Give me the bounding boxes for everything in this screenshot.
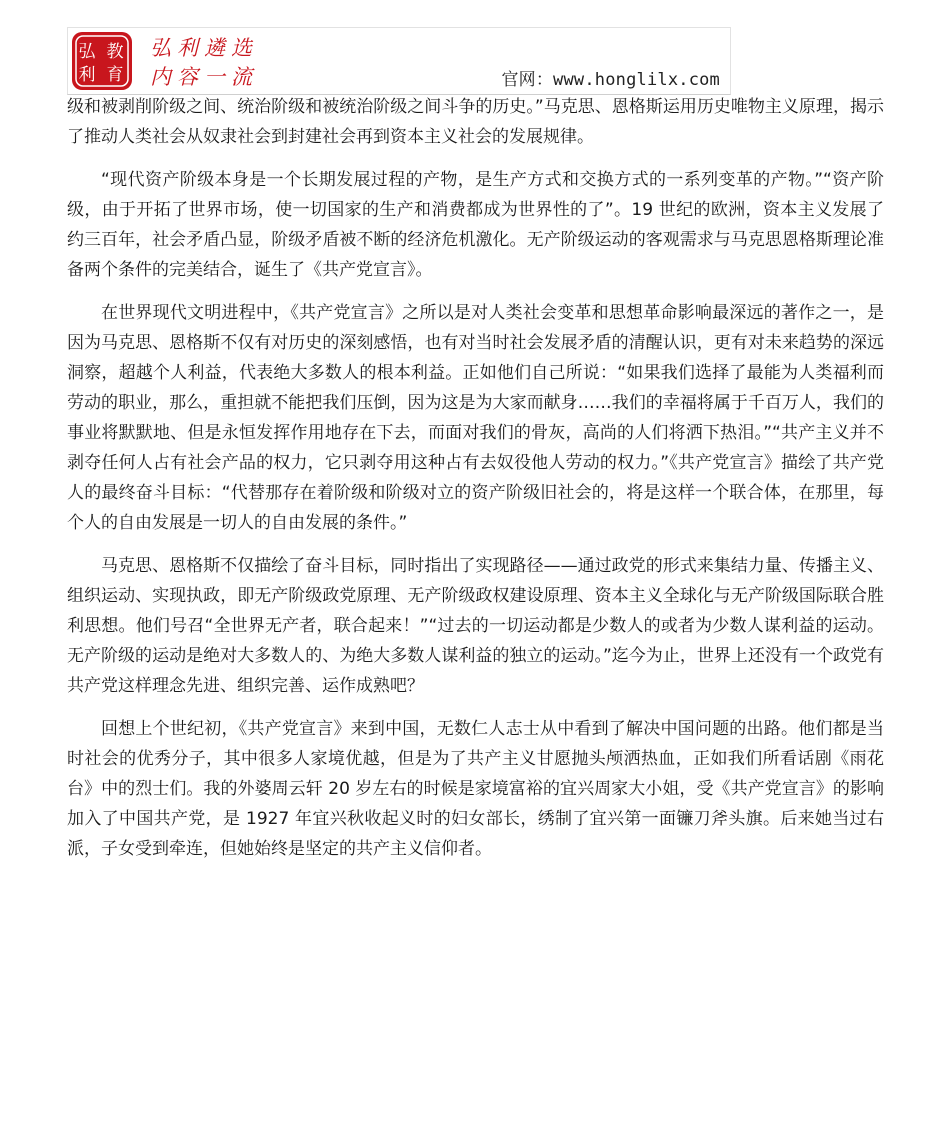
slogan-line: 弘利遴选 — [150, 36, 258, 60]
paragraph: “现代资产阶级本身是一个长期发展过程的产物，是生产方式和交换方式的一系列变革的产物。”“资产阶级，由于开拓了世界市场，使一切国家的生产和消费都成为世界性的了”。19 世纪的欧洲，资本主义发展了约三百年，社会矛盾凸显，阶级矛盾被不断的经济危机激化。无产阶级运动的客观需求与马克思恩格斯理论准备两个条件的完美结合，诞生了《共产党宣言》。 — [67, 170, 884, 280]
logo-char: 教 — [106, 42, 124, 62]
paragraph: 级和被剥削阶级之间、统治阶级和被统治阶级之间斗争的历史。”马克思、恩格斯运用历史唯物主义原理，揭示了推动人类社会从奴隶社会到封建社会再到资本主义社会的发展规律。 — [67, 97, 884, 147]
brand-logo — [71, 31, 133, 91]
paragraph: 回想上个世纪初，《共产党宣言》来到中国，无数仁人志士从中看到了解决中国问题的出路。他们都是当时社会的优秀分子，其中很多人家境优越，但是为了共产主义甘愿抛头颅洒热血，正如我们所看话剧《雨花台》中的烈士们。我的外婆周云轩 20 岁左右的时候是家境富裕的宜兴周家大小姐，受《共产党宣言》的影响加入了中国共产党，是 1927 年宜兴秋收起义时的妇女部长，绣制了宜兴第一面镰刀斧头旗。后来她当过右派，子女受到牵连，但她始终是坚定的共产主义信仰者。 — [67, 719, 884, 859]
paragraph: 马克思、恩格斯不仅描绘了奋斗目标，同时指出了实现路径——通过政党的形式来集结力量、传播主义、组织运动、实现执政，即无产阶级政党原理、无产阶级政权建设原理、资本主义全球化与无产阶级国际联合胜利思想。他们号召“全世界无产者，联合起来！”“过去的一切运动都是少数人的或者为少数人谋利益的运动。无产阶级的运动是绝对大多数人的、为绝大多数人谋利益的独立的运动。”迄今为止，世界上还没有一个政党有共产党这样理念先进、组织完善、运作成熟吧？ — [67, 556, 884, 696]
article-body — [67, 92, 884, 877]
logo-char: 弘 — [78, 42, 96, 62]
slogan-line: 内容一流 — [150, 65, 258, 89]
logo-char: 利 — [78, 65, 96, 85]
website-url[interactable]: 官网：www.honglilx.com — [501, 70, 720, 90]
logo-char: 育 — [106, 65, 124, 85]
paragraph: 在世界现代文明进程中，《共产党宣言》之所以是对人类社会变革和思想革命影响最深远的著作之一，是因为马克思、恩格斯不仅有对历史的深刻感悟，也有对当时社会发展矛盾的清醒认识，更有对未来趋势的深远洞察，超越个人利益，代表绝大多数人的根本利益。正如他们自己所说：“如果我们选择了最能为人类福利而劳动的职业，那么，重担就不能把我们压倒，因为这是为大家而献身……我们的幸福将属于千百万人，我们的事业将默默地、但是永恒发挥作用地存在下去，而面对我们的骨灰，高尚的人们将洒下热泪。”“共产主义并不剥夺任何人占有社会产品的权力，它只剥夺用这种占有去奴役他人劳动的权力。”《共产党宣言》描绘了共产党人的最终奋斗目标：“代替那存在着阶级和阶级对立的资产阶级旧社会的，将是这样一个联合体，在那里，每个人的自由发展是一切人的自由发展的条件。” — [67, 303, 884, 533]
brand-slogan — [150, 31, 330, 91]
page-header — [67, 27, 731, 95]
